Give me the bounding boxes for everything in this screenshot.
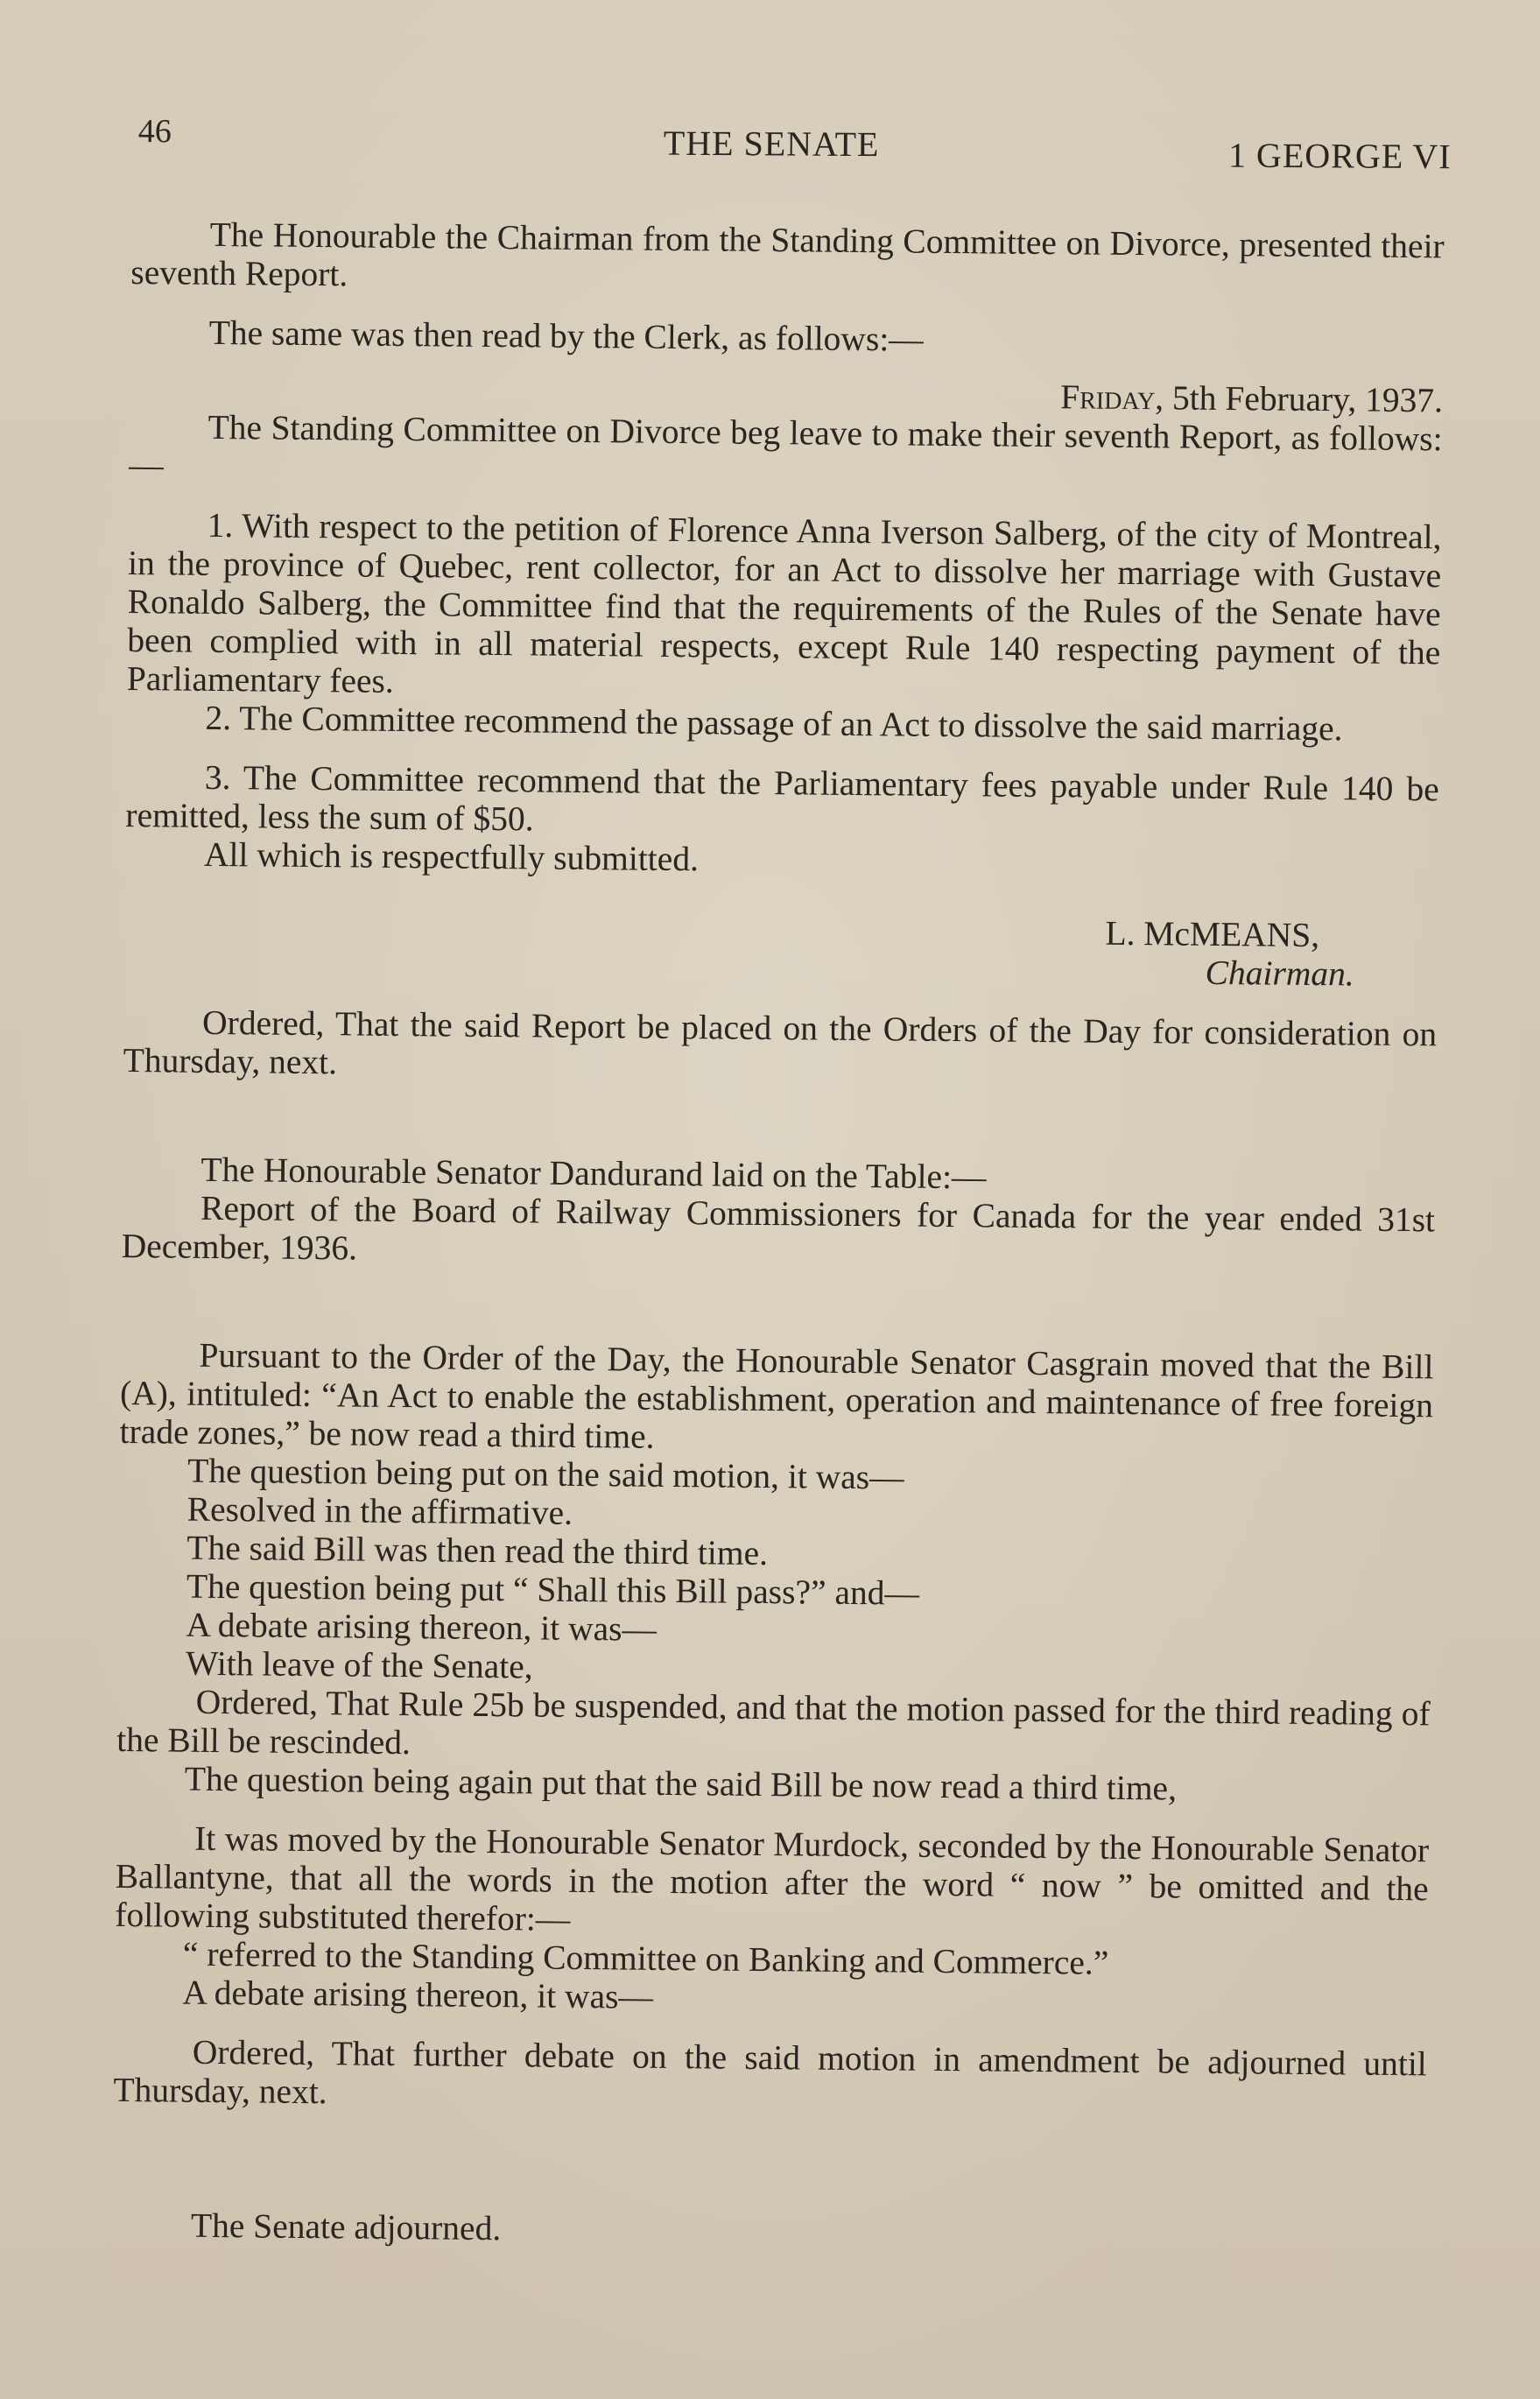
report-date-day: Friday: [1060, 377, 1156, 418]
paragraph-item-1: 1. With respect to the petition of Florence Anna Iverson Salberg, of the city of Montreal, in the province of Quebec, rent collector, for an Act to dissolve her marriage with Gustave Ronaldo Salberg, the Committee find that the requirements of the Rules of the Senate have been complied with in all material respects, except Rule 140 respecting payment of the Parliamentary fees.: [126, 505, 1442, 700]
paragraph-laid-on-table: The Honourable Senator Dandurand laid on the Table:—: [200, 1150, 987, 1197]
page-header: [138, 112, 1452, 181]
paragraph-senate-adjourned: The Senate adjourned.: [190, 2206, 502, 2248]
page-number: 46: [137, 112, 172, 151]
line-question-put: The question being put on the said motion, it was—: [187, 1451, 904, 1497]
running-title: THE SENATE: [663, 123, 880, 165]
journal-body: [112, 215, 1445, 2256]
paragraph-rule-suspended: Ordered, That Rule 25b be suspended, and that the motion passed for the third reading of the Bill be rescinded.: [116, 1682, 1431, 1762]
line-shall-bill-pass: The question being put “ Shall this Bill pass?” and—: [186, 1566, 920, 1613]
signature-name: L. McMEANS,: [1105, 913, 1320, 955]
paragraph-report-intro: The Standing Committee on Divorce beg leave to make their seventh Report, as follows:—: [129, 407, 1443, 485]
line-third-reading: The said Bill was then read the third time.: [186, 1528, 769, 1573]
line-question-again: The question being again put that the said Bill be now read a third time,: [184, 1759, 1178, 1808]
line-referred-to-committee: “ referred to the Standing Committee on Banking and Commerce.”: [182, 1934, 1109, 1982]
paragraph-bill-motion: Pursuant to the Order of the Day, the Honourable Senator Casgrain moved that the Bill (A), intituled: “An Act to enable the establishment, operation and maintenance of free foreign trade zones,” be now read a third time.: [119, 1335, 1434, 1456]
line-with-leave: With leave of the Senate,: [185, 1643, 533, 1686]
paragraph-item-2: 2. The Committee recommend the passage of an Act to dissolve the said marriage.: [205, 698, 1343, 749]
line-debate-arising-2: A debate arising thereon, it was—: [182, 1973, 654, 2016]
paragraph-debate-adjourned: Ordered, That further debate on the said motion in amendment be adjourned until Thursday, next.: [113, 2032, 1428, 2112]
paragraph-read-by-clerk: The same was then read by the Clerk, as follows:—: [208, 313, 925, 359]
paragraph-railway-report: Report of the Board of Railway Commissioners for Canada for the year ended 31st December, 1936.: [121, 1188, 1436, 1268]
paragraph-amendment-moved: It was moved by the Honourable Senator Murdock, seconded by the Honourable Senator Ballantyne, that all the words in the motion after the word “ now ” be omitted and the following substituted therefor:—: [115, 1819, 1430, 1938]
report-date-rest: , 5th February, 1937.: [1155, 378, 1444, 420]
paragraph-ordered-placed: Ordered, That the said Report be placed on the Orders of the Day for consideration on Thursday, next.: [123, 1003, 1438, 1082]
paragraph-report-presented: The Honourable the Chairman from the Standing Committee on Divorce, presented their seventh Report.: [130, 215, 1445, 294]
signature-title: Chairman.: [1205, 953, 1354, 994]
line-debate-arising: A debate arising thereon, it was—: [186, 1605, 657, 1649]
line-resolved: Resolved in the affirmative.: [186, 1489, 573, 1532]
paragraph-item-3: 3. The Committee recommend that the Parliamentary fees payable under Rule 140 be remitted, less the sum of $50.: [125, 757, 1439, 839]
reign-label: 1 GEORGE VI: [1227, 135, 1452, 177]
paragraph-submitted: All which is respectfully submitted.: [203, 834, 700, 879]
